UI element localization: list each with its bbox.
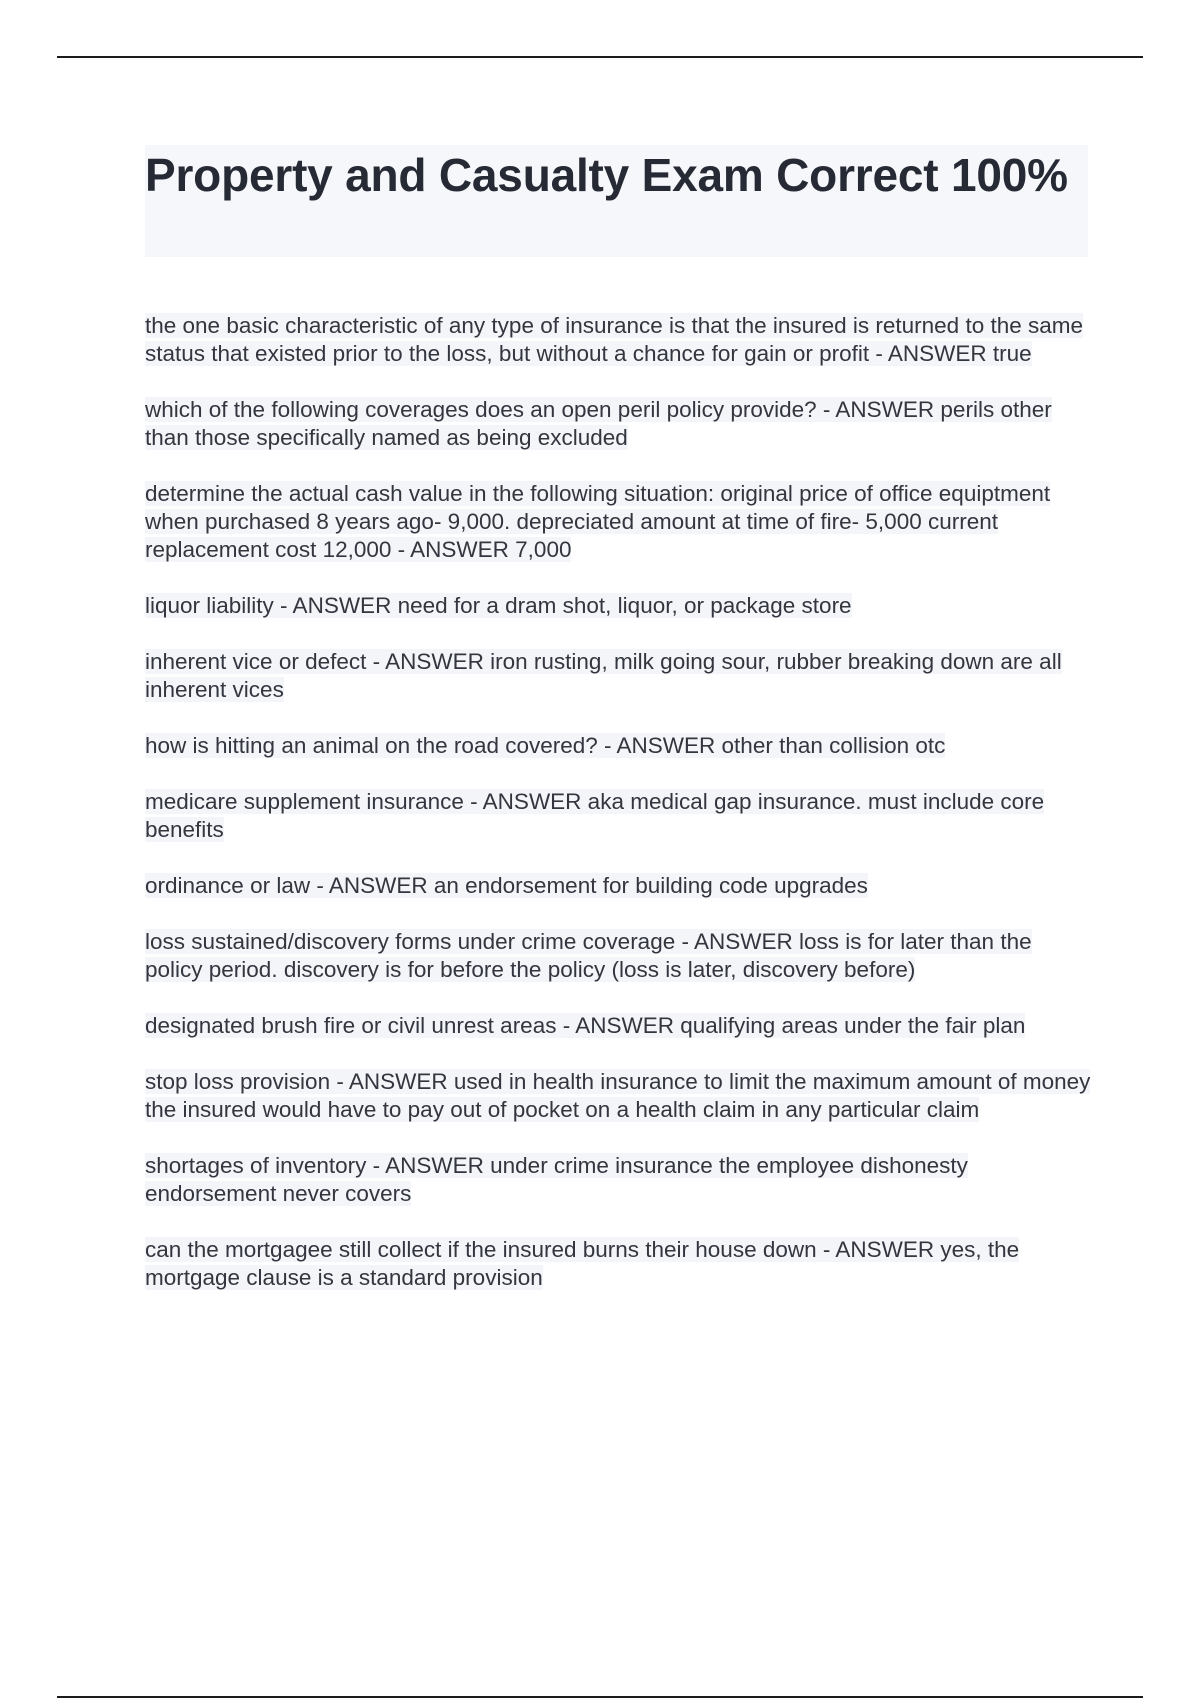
qa-text: determine the actual cash value in the following situation: original price of office equiptment when purchased 8 years ago- 9,000. depreciated amount at time of fire- 5,000 current replacement cost 12,000 - ANSWER 7,000 [145, 481, 1051, 562]
qa-text: ordinance or law - ANSWER an endorsement for building code upgrades [145, 873, 868, 898]
qa-item [145, 648, 1095, 704]
qa-item [145, 928, 1095, 984]
page-title: Property and Casualty Exam Correct 100% [145, 149, 1068, 201]
qa-text: stop loss provision - ANSWER used in health insurance to limit the maximum amount of money the insured would have to pay out of pocket on a health claim in any particular claim [145, 1069, 1091, 1122]
qa-item [145, 1152, 1095, 1208]
qa-item [145, 1012, 1095, 1040]
qa-text: designated brush fire or civil unrest areas - ANSWER qualifying areas under the fair plan [145, 1013, 1026, 1038]
qa-text: medicare supplement insurance - ANSWER aka medical gap insurance. must include core benefits [145, 789, 1045, 842]
qa-item [145, 788, 1095, 844]
qa-item [145, 1068, 1095, 1124]
qa-text: liquor liability - ANSWER need for a dram shot, liquor, or package store [145, 593, 852, 618]
qa-text: can the mortgagee still collect if the insured burns their house down - ANSWER yes, the mortgage clause is a standard provision [145, 1237, 1020, 1290]
qa-text: inherent vice or defect - ANSWER iron rusting, milk going sour, rubber breaking down are all inherent vices [145, 649, 1062, 702]
top-divider [57, 56, 1143, 58]
qa-text: which of the following coverages does an open peril policy provide? - ANSWER perils other than those specifically named as being excluded [145, 397, 1052, 450]
bottom-divider [57, 1696, 1143, 1698]
qa-item [145, 480, 1095, 564]
qa-item [145, 312, 1095, 368]
qa-item [145, 1236, 1095, 1292]
qa-text: how is hitting an animal on the road covered? - ANSWER other than collision otc [145, 733, 946, 758]
qa-item [145, 396, 1095, 452]
qa-item [145, 732, 1095, 760]
title-block [145, 145, 1088, 257]
qa-item [145, 872, 1095, 900]
qa-list [145, 312, 1095, 1320]
qa-text: shortages of inventory - ANSWER under crime insurance the employee dishonesty endorsement never covers [145, 1153, 968, 1206]
qa-text: the one basic characteristic of any type of insurance is that the insured is returned to the same status that existed prior to the loss, but without a chance for gain or profit - ANSWER true [145, 313, 1084, 366]
qa-text: loss sustained/discovery forms under crime coverage - ANSWER loss is for later than the policy period. discovery is for before the policy (loss is later, discovery before) [145, 929, 1032, 982]
qa-item [145, 592, 1095, 620]
